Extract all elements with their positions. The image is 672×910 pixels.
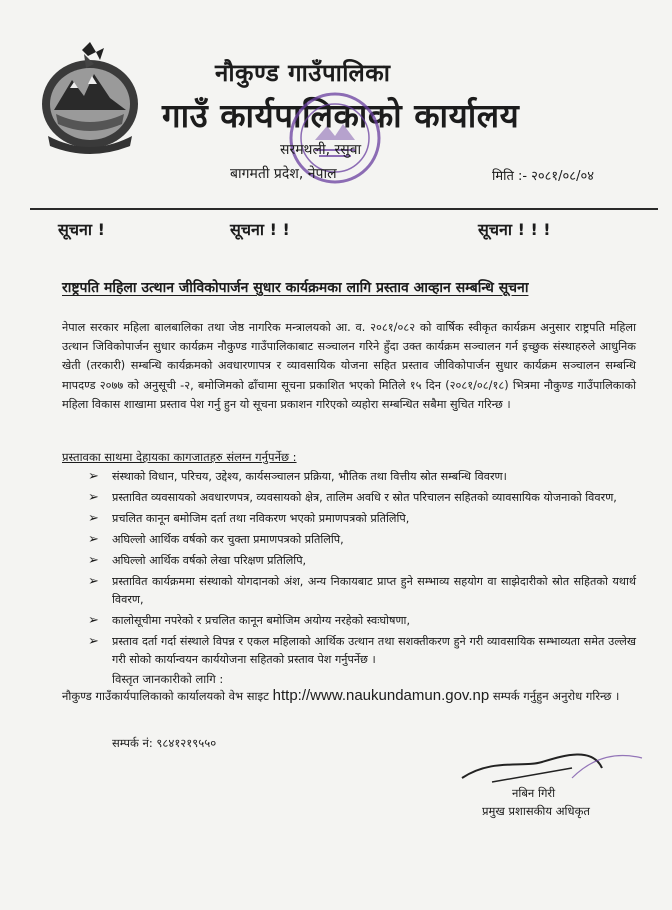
phone-contact: सम्पर्क नं: ९८४१२१९५५० — [112, 736, 217, 750]
list-item-text: कालोसूचीमा नपरेको र प्रचलित कानून बमोजिम अयोग्य नरहेको स्वःघोषणा, — [112, 614, 411, 627]
municipality-name: नौकुण्ड गाउँपालिका — [215, 59, 391, 87]
list-item — [88, 531, 636, 549]
list-item-text: प्रचलित कानून बमोजिम दर्ता तथा नविकरण भएको प्रमाणपत्रको प्रतिलिपि, — [112, 512, 410, 525]
office-province: बागमती प्रदेश, नेपाल — [230, 166, 337, 182]
list-item — [88, 552, 636, 570]
website-link[interactable]: http://www.naukundamun.gov.np — [272, 687, 490, 704]
date-value: २०८१/०८/०४ — [531, 169, 594, 184]
list-item — [88, 633, 636, 669]
arrow-bullet-icon: ➢ — [88, 532, 99, 547]
list-item — [88, 612, 636, 630]
website-suffix: सम्पर्क गर्नुहुन अनुरोध गरिन्छ । — [492, 689, 620, 703]
notice-subject: राष्ट्रपति महिला उत्थान जीविकोपार्जन सुधार कार्यक्रमका लागि प्रस्ताव आव्हान सम्बन्धि सूचना — [62, 280, 529, 296]
list-item-text: संस्थाको विधान, परिचय, उद्देश्य, कार्यसञ्चालन प्रक्रिया, भौतिक तथा वित्तीय स्रोत सम्बन्धि विवरण। — [112, 470, 507, 483]
arrow-bullet-icon: ➢ — [88, 613, 99, 628]
list-item — [88, 573, 636, 609]
arrow-bullet-icon: ➢ — [88, 511, 99, 526]
office-address: सरमथली, रसुवा — [280, 142, 362, 158]
notice-heading-1: सूचना ! — [58, 220, 105, 239]
office-name: गाउँ कार्यपालिकाको कार्यालय — [162, 96, 520, 135]
notice-heading-3: सूचना ! ! ! — [478, 220, 551, 239]
list-item-text: प्रस्तावित कार्यक्रममा संस्थाको योगदानको अंश, अन्य निकायबाट प्राप्त हुने सम्भाव्य सहयोग वा साझेदारीको स्रोत सहितको यथार्थ विवरण, — [112, 575, 636, 606]
more-info-label: विस्तृत जानकारीको लागि : — [112, 672, 224, 686]
list-item — [88, 510, 636, 528]
arrow-bullet-icon: ➢ — [88, 634, 99, 649]
signatory-name: नबिन गिरी — [512, 786, 556, 800]
list-item-text: अघिल्लो आर्थिक वर्षको कर चुक्ता प्रमाणपत्रको प्रतिलिपि, — [112, 533, 344, 546]
signatory-title: प्रमुख प्रशासकीय अधिकृत — [482, 804, 590, 818]
letterhead-divider — [30, 208, 658, 210]
list-item — [88, 468, 636, 486]
notice-heading-2: सूचना ! ! — [230, 220, 290, 239]
date-label: मिति :- — [492, 169, 528, 184]
date-line — [488, 166, 594, 184]
notice-body: नेपाल सरकार महिला बालबालिका तथा जेष्ठ नागरिक मन्त्रालयको आ. व. २०८१/०८२ को वार्षिक स्वीकृत कार्यक्रम अनुसार राष्ट्रपति महिला उत्थान जिविकोपार्जन सुधार कार्यक्रम नौकुण्ड गाउँपालिकाबाट सञ्चालन गरिने हुँदा उक्त कार्यक्रम सञ्चालन गर्न इच्छुक संस्थाहरुले आधुनिक खेती (तरकारी) सम्बन्धि कार्यक्रमको अवधारणापत्र र व्यावसायिक योजना सहित प्रस्ताव जीविकोपार्जन सुधार कार्यक्रम सञ्चालन सम्बन्धि मापदण्ड २०७७ को अनुसूची -२, बमोजिमको ढाँचामा सूचना प्रकाशित भएको मितिले १५ दिन (२०८१/०८/१८) भित्रमा नौकुण्ड गाउँपालिकाको महिला विकास शाखामा प्रस्ताव पेश गर्नु हुन यो सूचना प्रकाशन गरिएको व्यहोरा सम्बन्धित सबैमा सुचित गरिन्छ । — [62, 321, 636, 411]
arrow-bullet-icon: ➢ — [88, 574, 99, 589]
list-item-text: प्रस्ताव दर्ता गर्दा संस्थाले विपन्न र एकल महिलाको आर्थिक उत्थान तथा सशक्तीकरण हुने गरी व्यावसायिक सम्भाव्यता समेत उल्लेख गरी सोको कार्यान्वयन कार्ययोजना सहितको प्रस्ताव पेश गर्नुपर्नेछ । — [112, 635, 636, 666]
arrow-bullet-icon: ➢ — [88, 553, 99, 568]
required-documents-title: प्रस्तावका साथमा देहायका कागजातहरु संलग्न गर्नुपर्नेछ : — [62, 450, 297, 464]
arrow-bullet-icon: ➢ — [88, 490, 99, 505]
nepal-emblem-icon — [34, 40, 146, 160]
website-prefix: नौकुण्ड गाउँकार्यपालिकाको कार्यालयको वेभ साइट — [62, 689, 269, 703]
list-item-text: प्रस्तावित व्यवसायको अवधारणपत्र, व्यवसायको क्षेत्र, तालिम अवधि र स्रोत परिचालन सहितको व्यावसायिक योजनाको विवरण, — [112, 491, 617, 504]
arrow-bullet-icon: ➢ — [88, 469, 99, 484]
required-documents-list — [88, 468, 636, 672]
list-item-text: अघिल्लो आर्थिक वर्षको लेखा परिक्षण प्रतिलिपि, — [112, 554, 307, 567]
list-item — [88, 489, 636, 507]
website-contact — [62, 686, 640, 706]
